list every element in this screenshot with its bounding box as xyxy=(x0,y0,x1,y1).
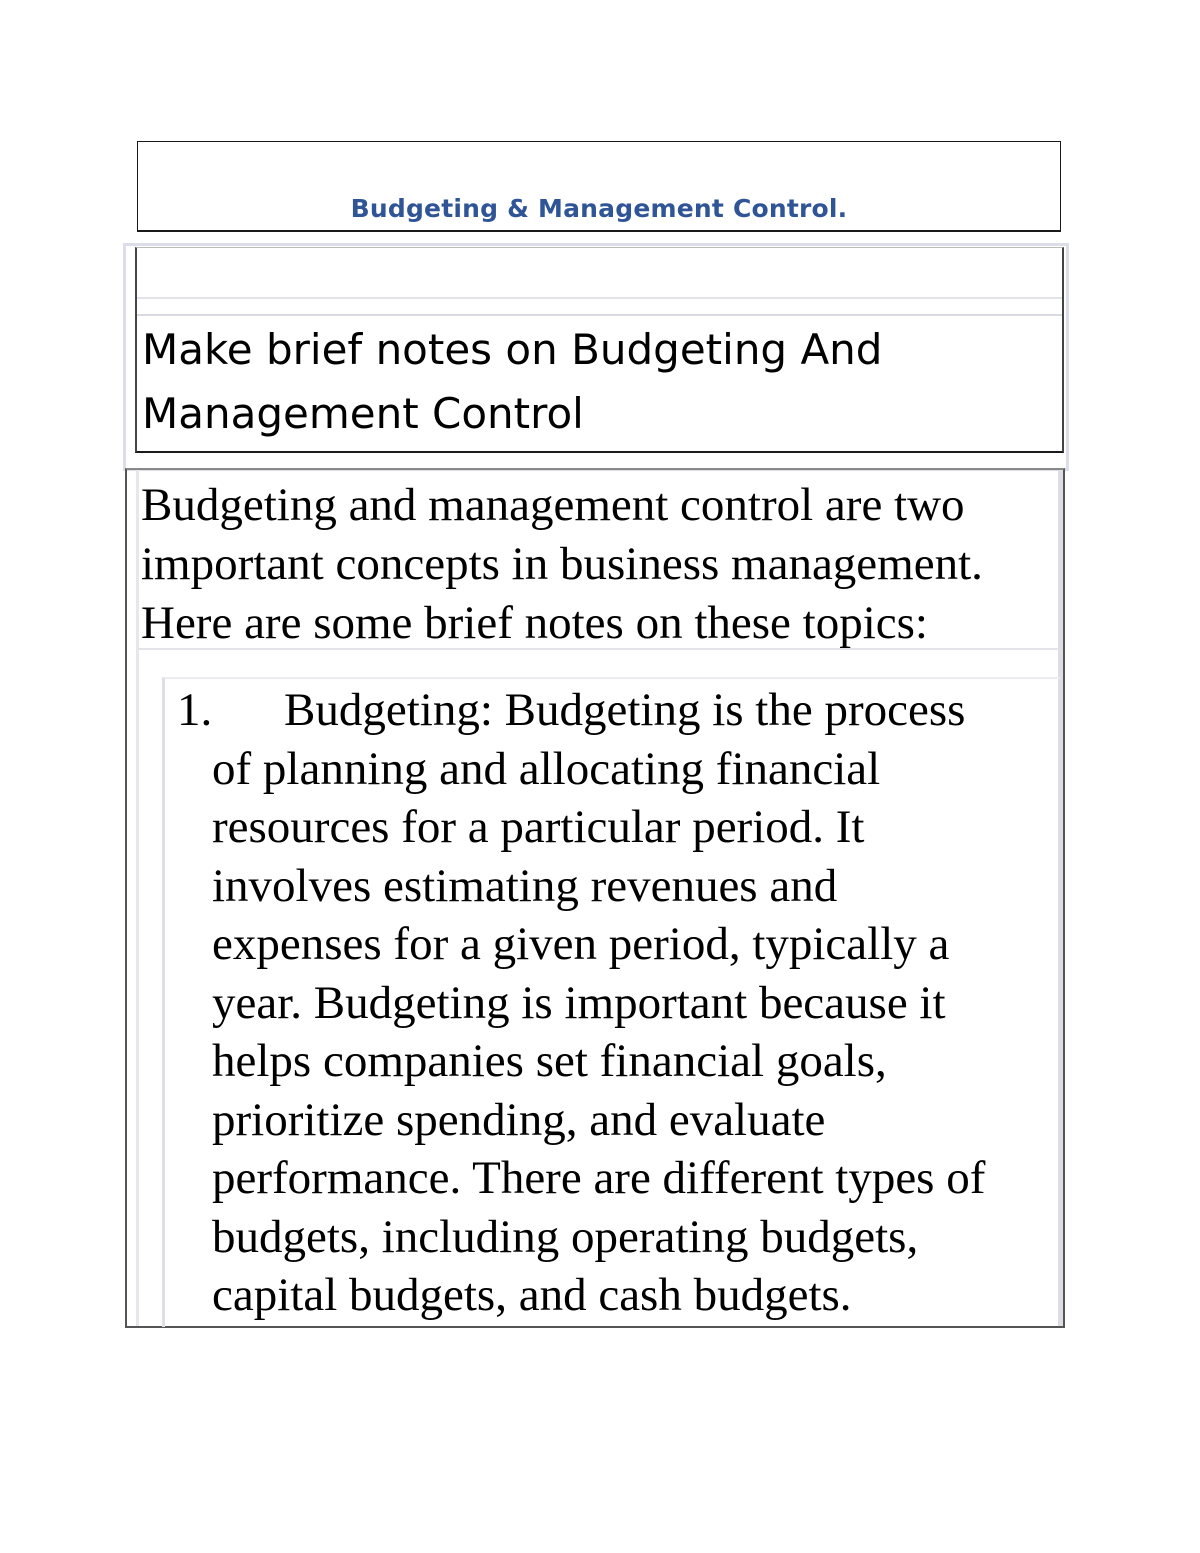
list-item-line: prioritize spending, and evaluate xyxy=(212,1093,826,1146)
intro-line: Budgeting and management control are two xyxy=(141,479,965,531)
divider xyxy=(139,648,1059,650)
question-text xyxy=(142,318,1052,446)
list-item-line: budgets, including operating budgets, xyxy=(212,1210,919,1263)
intro-line: important concepts in business management. xyxy=(141,538,983,590)
divider xyxy=(137,314,1062,316)
answer-box-edge xyxy=(136,470,139,1326)
list-item-body xyxy=(177,740,1057,1325)
list-item-line: capital budgets, and cash budgets. xyxy=(212,1269,852,1321)
question-line: Management Control xyxy=(142,389,584,438)
list-item-line: of planning and allocating financial xyxy=(212,742,881,795)
list-item-line: involves estimating revenues and xyxy=(212,859,838,912)
list-item-heading: Budgeting: Budgeting is the process xyxy=(284,684,966,736)
list-item-line: expenses for a given period, typically a xyxy=(212,918,950,970)
question-line: Make brief notes on Budgeting And xyxy=(142,325,883,374)
answer-intro xyxy=(141,476,1061,653)
list-item-number: 1. xyxy=(177,684,213,736)
page-title: Budgeting & Management Control. xyxy=(350,194,848,223)
list-item-line: helps companies set financial goals, xyxy=(212,1035,887,1087)
list-item-line: year. Budgeting is important because it xyxy=(212,976,946,1029)
intro-line: Here are some brief notes on these topics: xyxy=(141,597,928,649)
list-item-line: resources for a particular period. It xyxy=(212,801,865,853)
list-item-line: performance. There are different types of xyxy=(212,1152,986,1204)
list-item xyxy=(177,681,1057,1325)
title-box xyxy=(137,141,1061,232)
divider xyxy=(137,297,1062,299)
list-item-first-line xyxy=(177,681,1057,740)
